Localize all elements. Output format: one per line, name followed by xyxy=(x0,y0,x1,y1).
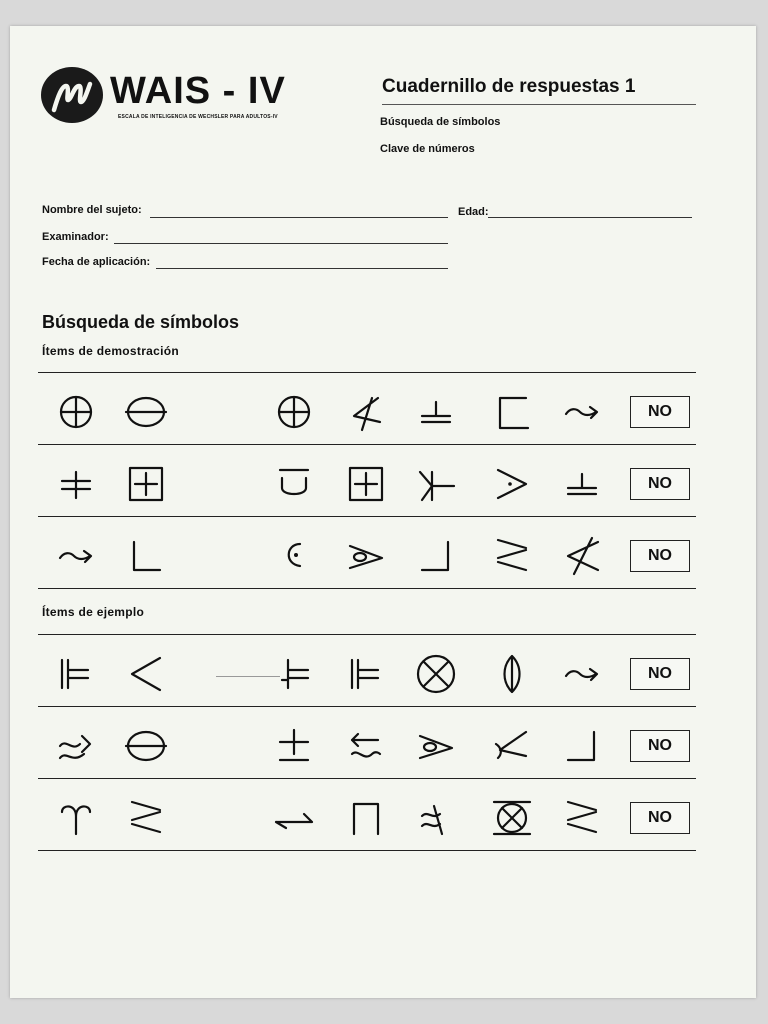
subject-name-field[interactable] xyxy=(150,217,448,218)
no-answer-box[interactable]: NO xyxy=(630,540,690,572)
age-field[interactable] xyxy=(488,217,692,218)
search-cup-bar-icon[interactable] xyxy=(272,462,316,506)
age-label: Edad: xyxy=(458,206,489,218)
search-angle-hooked-icon[interactable] xyxy=(490,724,534,768)
row-divider xyxy=(38,634,696,635)
booklet-subtitle-digit-symbol: Clave de números xyxy=(380,143,475,155)
search-double-bar-tee-icon[interactable] xyxy=(344,652,388,696)
no-answer-box[interactable]: NO xyxy=(630,658,690,690)
search-hook-arrow-icon[interactable] xyxy=(560,390,604,434)
target-corner-left-icon xyxy=(124,534,168,578)
search-eye-open-icon[interactable] xyxy=(414,724,458,768)
search-bottom-tack-icon[interactable] xyxy=(414,390,458,434)
date-field[interactable] xyxy=(156,268,448,269)
no-answer-box[interactable]: NO xyxy=(630,802,690,834)
search-harpoon-arrow-icon[interactable] xyxy=(272,796,316,840)
search-arrow-tilde-icon[interactable] xyxy=(344,724,388,768)
row-divider xyxy=(38,444,696,445)
search-hook-arrow-icon[interactable] xyxy=(560,652,604,696)
booklet-divider xyxy=(382,104,696,105)
search-angle-crossed-icon[interactable] xyxy=(344,390,388,434)
target-hook-arrow-icon xyxy=(54,534,98,578)
row-divider xyxy=(38,516,696,517)
search-circle-x-bars-icon[interactable] xyxy=(490,796,534,840)
target-chevron-stack-icon xyxy=(124,796,168,840)
search-eye-open-icon[interactable] xyxy=(344,534,388,578)
search-eye-triangle-icon[interactable] xyxy=(490,462,534,506)
no-answer-box[interactable]: NO xyxy=(630,396,690,428)
example-connector-line xyxy=(216,676,280,677)
booklet-subtitle-symbol-search: Búsqueda de símbolos xyxy=(380,116,501,128)
examiner-field[interactable] xyxy=(114,243,448,244)
row-divider xyxy=(38,706,696,707)
wais-logo-icon xyxy=(40,66,104,124)
search-lens-icon[interactable] xyxy=(490,652,534,696)
booklet-title: Cuadernillo de respuestas 1 xyxy=(382,76,636,97)
search-plus-minus-icon[interactable] xyxy=(272,724,316,768)
search-chevron-stack-icon[interactable] xyxy=(560,796,604,840)
target-circle-minus-icon xyxy=(124,724,168,768)
target-less-than-icon xyxy=(124,652,168,696)
target-horns-icon xyxy=(54,796,98,840)
subject-name-label: Nombre del sujeto: xyxy=(42,204,142,216)
search-open-box-right-icon[interactable] xyxy=(490,390,534,434)
no-answer-box[interactable]: NO xyxy=(630,730,690,762)
search-arc-dot-icon[interactable] xyxy=(272,534,316,578)
target-circle-plus-icon xyxy=(54,390,98,434)
no-answer-box[interactable]: NO xyxy=(630,468,690,500)
search-corner-right-icon[interactable] xyxy=(560,724,604,768)
target-double-bar-tee-icon xyxy=(54,652,98,696)
row-divider xyxy=(38,850,696,851)
search-not-less-icon[interactable] xyxy=(560,534,604,578)
row-divider xyxy=(38,372,696,373)
target-circle-minus-icon xyxy=(124,390,168,434)
search-tilde-cross-icon[interactable] xyxy=(414,796,458,840)
search-circle-plus-icon[interactable] xyxy=(272,390,316,434)
target-double-cross-icon xyxy=(54,462,98,506)
search-forked-cross-icon[interactable] xyxy=(414,462,458,506)
date-label: Fecha de aplicación: xyxy=(42,256,151,268)
search-tee-bar-icon[interactable] xyxy=(272,652,316,696)
target-boxed-plus-icon xyxy=(124,462,168,506)
answer-sheet xyxy=(10,26,756,998)
search-pi-shape-icon[interactable] xyxy=(344,796,388,840)
demo-items-label: Ítems de demostración xyxy=(42,344,180,358)
search-boxed-plus-icon[interactable] xyxy=(344,462,388,506)
brand-subtitle: ESCALA DE INTELIGENCIA DE WECHSLER PARA ADULTOS-IV xyxy=(118,114,278,120)
search-corner-right-icon[interactable] xyxy=(414,534,458,578)
search-chevron-stack-icon[interactable] xyxy=(490,534,534,578)
example-items-label: Ítems de ejemplo xyxy=(42,605,145,619)
examiner-label: Examinador: xyxy=(42,231,109,243)
search-bottom-tack-icon[interactable] xyxy=(560,462,604,506)
section-title: Búsqueda de símbolos xyxy=(42,312,240,332)
target-tilde-arrow-icon xyxy=(54,724,98,768)
brand-title: WAIS - IV xyxy=(110,70,286,112)
row-divider xyxy=(38,778,696,779)
search-circle-x-icon[interactable] xyxy=(414,652,458,696)
row-divider xyxy=(38,588,696,589)
